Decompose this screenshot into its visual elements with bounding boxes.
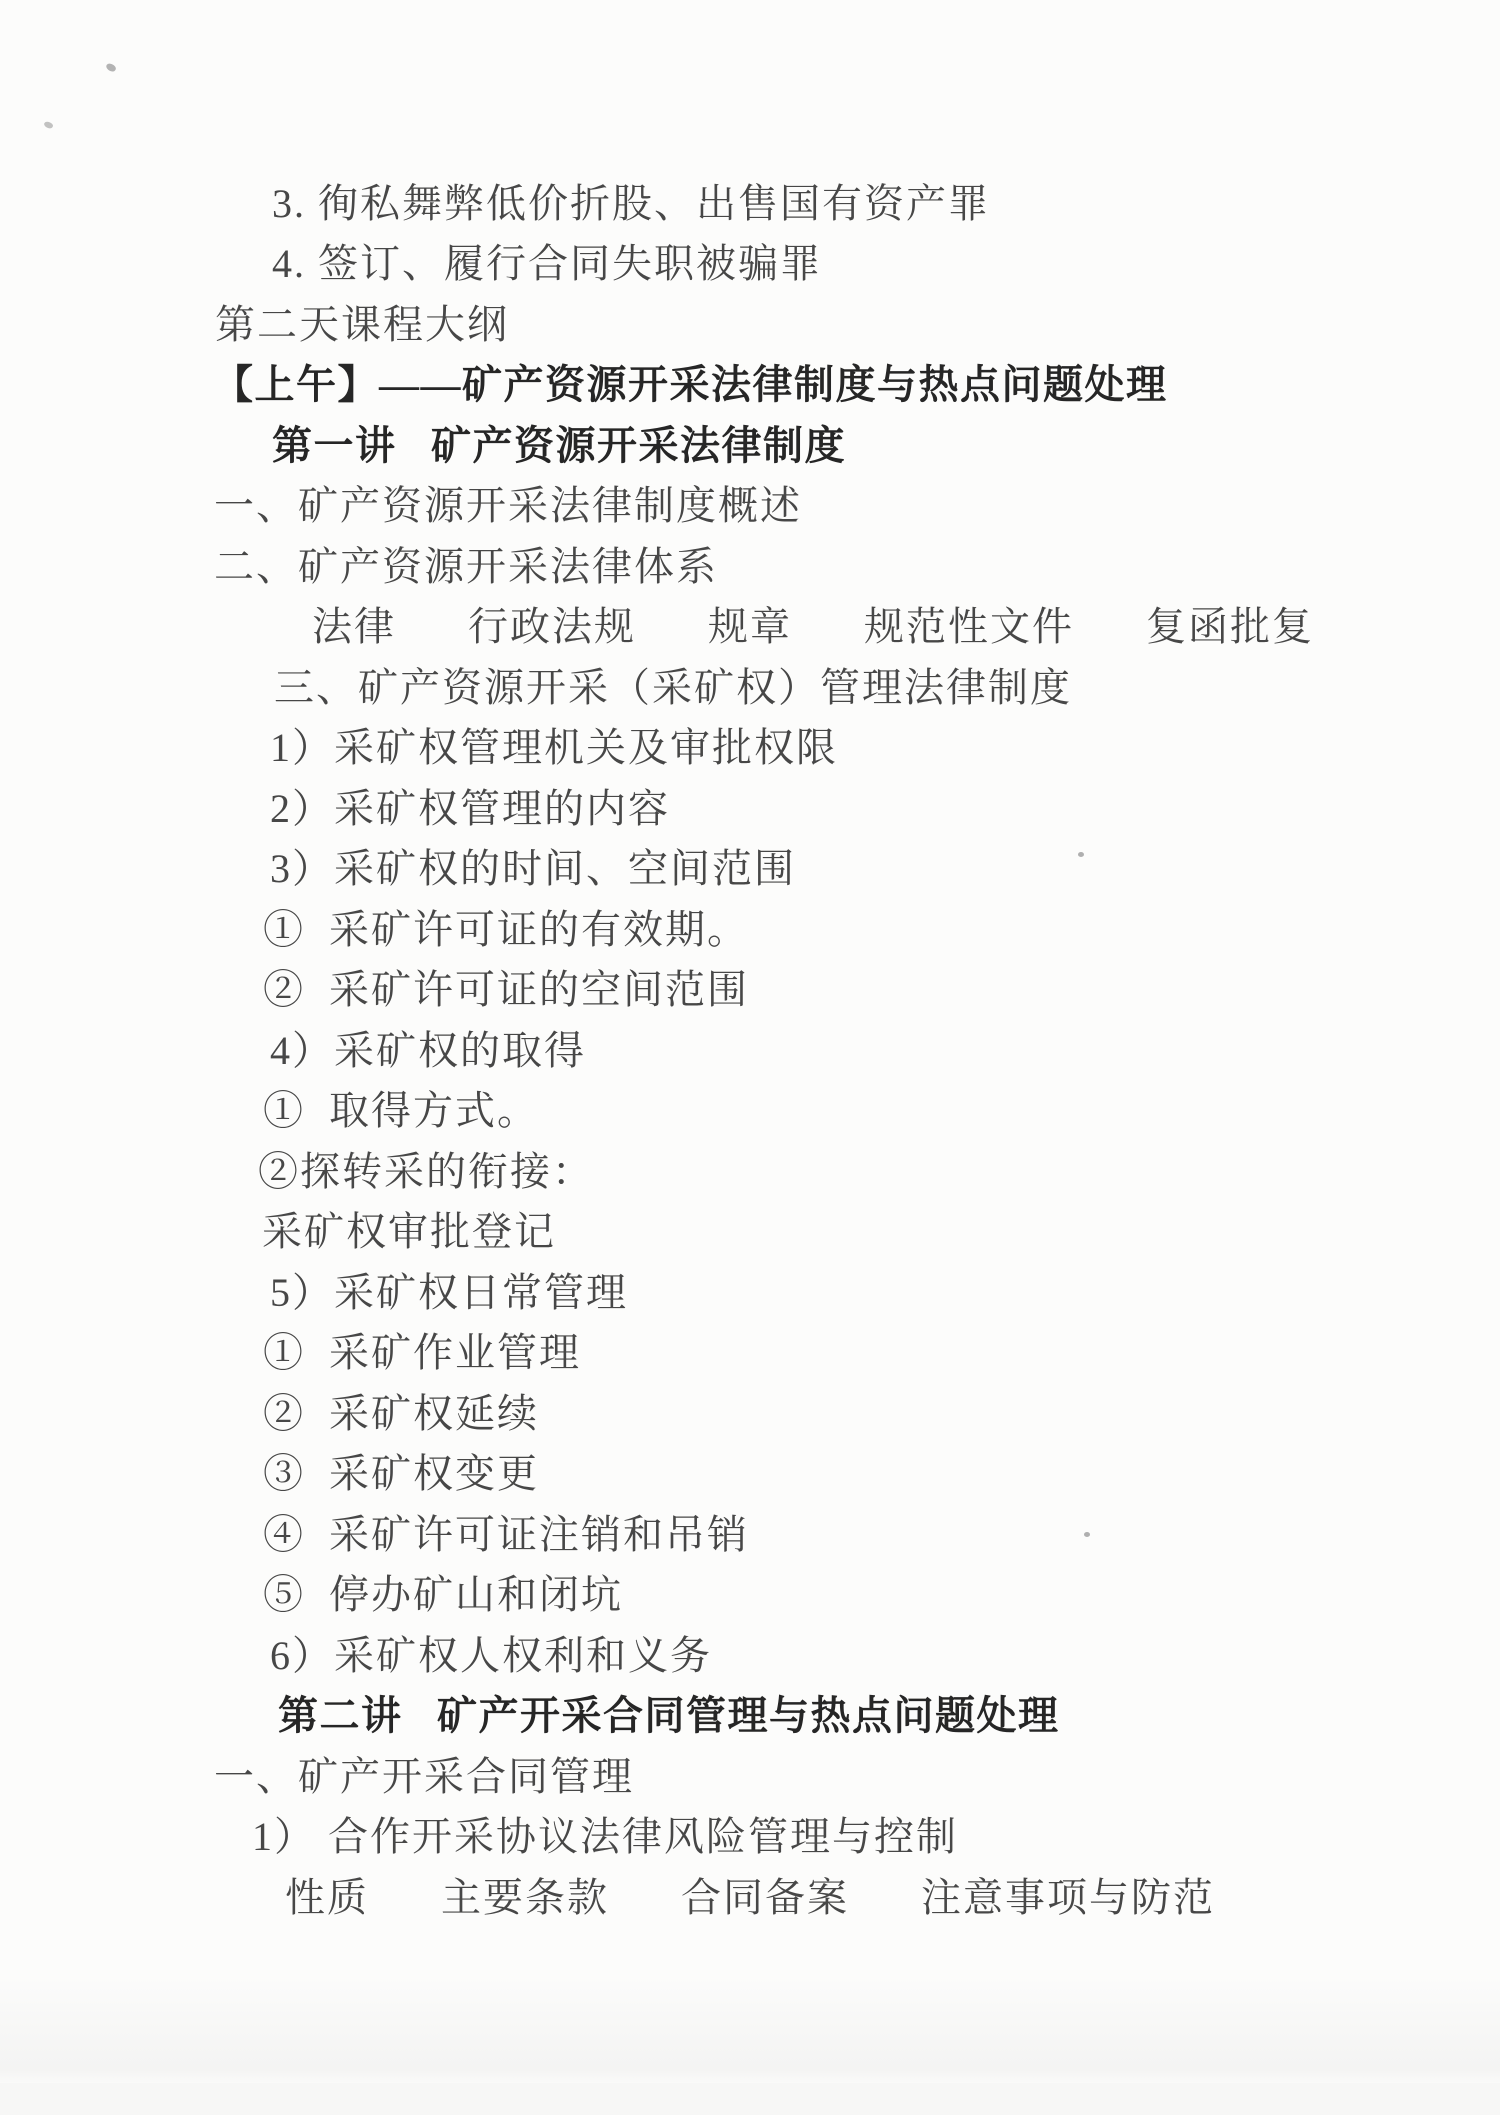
line-day2-outline-title: 第二天课程大纲 [215,301,509,347]
line-legal-source-types: 法律 行政法规 规章 规范性文件 复函批复 [312,604,1314,650]
line-sec1-contract-management: 一、矿产开采合同管理 [214,1753,634,1799]
line-item-mine-closure: ⑤ 停办矿山和闭坑 [263,1572,623,1618]
line-morning-session-heading: 【上午】——矿产资源开采法律制度与热点问题处理 [213,362,1168,408]
document-body [0,170,1500,1925]
line-sec2-legal-system: 二、矿产资源开采法律体系 [214,543,718,589]
line-item-right-change: ③ 采矿权变更 [263,1451,539,1497]
scan-speck [105,62,117,74]
line-item-operation-management: ① 采矿作业管理 [263,1330,581,1376]
line-item-license-cancellation: ④ 采矿许可证注销和吊销 [263,1511,749,1557]
scan-bottom-strip [0,2083,1500,2115]
line-item-exploration-to-mining: ②探转采的衔接： [258,1148,594,1194]
line-sub6-rights-obligations: 6）采矿权人权利和义务 [270,1632,712,1678]
line-contract-topic-list: 性质 主要条款 合同备案 注意事项与防范 [285,1874,1215,1920]
line-lecture1-heading: 第一讲 矿产资源开采法律制度 [272,422,846,468]
line-sec1-overview: 一、矿产资源开采法律制度概述 [214,483,802,529]
line-item-license-spatial-scope: ② 采矿许可证的空间范围 [263,967,749,1013]
line-sub2-management-content: 2）采矿权管理的内容 [270,785,670,831]
scan-bottom-shadow [0,1975,1500,2083]
line-sub1-cooperation-risk: 1） 合作开采协议法律风险管理与控制 [252,1814,958,1860]
line-sub4-right-acquisition: 4）采矿权的取得 [270,1027,586,1073]
line-sec3-mining-right-system: 三、矿产资源开采（采矿权）管理法律制度 [274,664,1072,710]
line-item-right-renewal: ② 采矿权延续 [263,1390,539,1436]
line-lecture2-heading: 第二讲 矿产开采合同管理与热点问题处理 [278,1693,1060,1739]
line-item-license-validity: ① 采矿许可证的有效期。 [263,906,749,952]
line-crime-item-4: 4. 签订、履行合同失职被骗罪 [272,241,822,287]
line-sub3-time-space-scope: 3）采矿权的时间、空间范围 [270,846,796,892]
scan-speck [43,120,54,130]
scan-stray-dot [1084,1532,1090,1537]
scan-stray-dot [1078,852,1084,857]
line-crime-item-3: 3. 徇私舞弊低价折股、出售国有资产罪 [272,180,990,226]
line-sub5-daily-management: 5）采矿权日常管理 [270,1269,628,1315]
line-approval-registration: 采矿权审批登记 [262,1209,556,1255]
line-item-acquisition-methods: ① 取得方式。 [263,1088,539,1134]
line-sub1-authority-limits: 1）采矿权管理机关及审批权限 [270,725,838,771]
